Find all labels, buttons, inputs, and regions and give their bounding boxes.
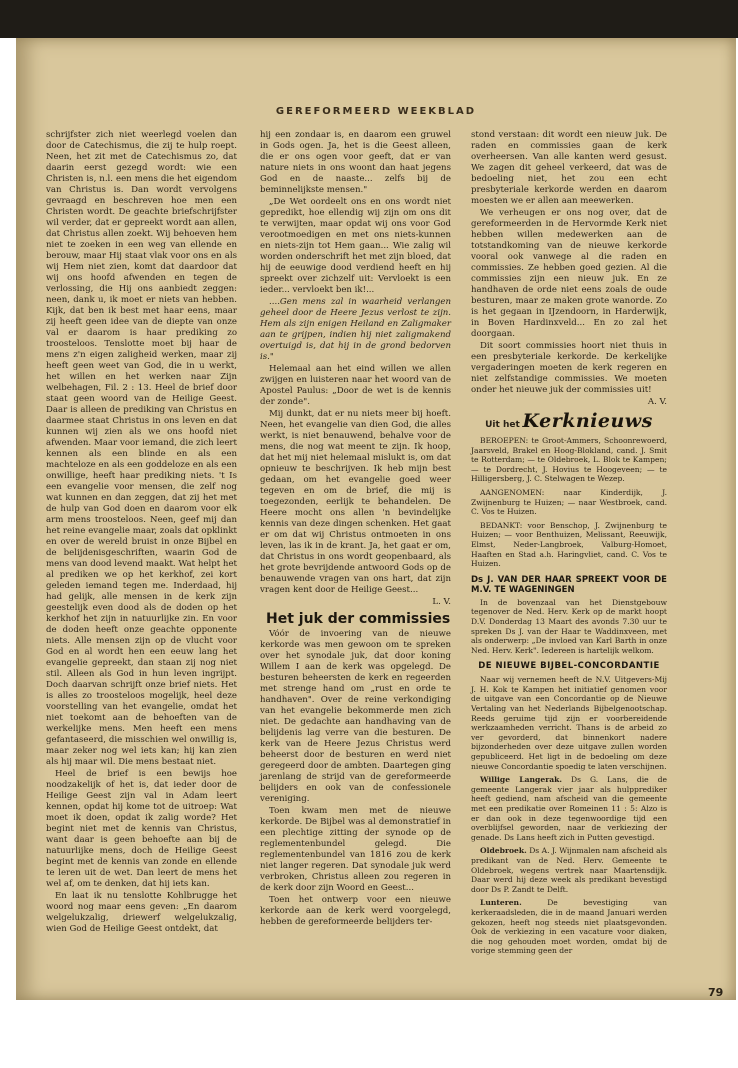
news-text: De bevestiging van kerkeraadsleden, die in de maand Januari werden gekozen, heeft nog steeds niet plaatsgevonden. Ook de verkiezing in een vacature voor diaken, die nog gehouden moet worden, omdat bij de vorige stemming geen der — [471, 898, 667, 956]
news-lead: Lunteren. — [480, 898, 522, 908]
kerknieuws-heading — [471, 410, 667, 432]
news-beroepen: BEROEPEN: te Groot-Ammers, Schoonrewoerd, Jaarsveld, Brakel en Hoog-Blokland, cand. J. Smit te Rotterdam; — te Oldebroek, L. Blok te Kampen; — te Dordrecht, J. Hovius te Hoogeveen; — te Hilligersberg, J. C. Stelwagen te Wezep. — [471, 436, 667, 484]
column-2 — [260, 130, 451, 929]
paragraph: Naar wij vernemen heeft de N.V. Uitgevers-Mij J. H. Kok te Kampen het initiatief genomen voor de uitgave van een Concordantie op de Nieuwe Vertaling van het Nederlands Bijbelgenootschap. Reeds geruime tijd zijn er voorbereidende werkzaamheden verricht. Thans is de arbeid zo ver gevorderd, dat binnenkort nadere bijzonderheden over deze uitgave zullen worden gepubliceerd. Het ligt in de bedoeling om deze nieuwe Concordantie spoedig te laten verschijnen. — [471, 675, 667, 771]
speech-notice — [471, 598, 667, 656]
news-text: Ds G. Lans, die de gemeente Langerak vier jaar als hulpprediker heeft gediend, nam afscheid van die gemeente met een predikatie over Romeinen 11 : 5: Alzo is er dan ook in deze tegenwoordige tijd een overblijfsel geworden, naar de verkiezing der genade. Ds Lans heeft zich in Putten gevestigd. — [471, 775, 667, 842]
speech-heading: Ds J. VAN DER HAAR SPREEKT VOOR DE M.V. TE WAGENINGEN — [471, 574, 667, 595]
paragraph: Dit soort commissies hoort niet thuis in een presbyteriale kerkorde. De kerkelijke vergaderingen moeten de kerk regeren en niet zelfstandige commissies. We moeten onder het nieuwe juk der commissies uit! — [471, 341, 667, 395]
author-signature: A. V. — [647, 397, 667, 407]
paragraph: Toen kwam men met de nieuwe kerkorde. De Bijbel was al demonstratief in een plechtige zitting der synode op de reglementenbundel gelegd. Die reglementenbundel van 1816 zou de kerk niet langer regeren. Dat synodale juk werd verbroken, Christus alleen zou regeren in de kerk door zijn Woord en Geest... — [260, 806, 451, 893]
news-item — [471, 898, 667, 956]
news-item — [471, 846, 667, 894]
bible-heading: DE NIEUWE BIJBEL-CONCORDANTIE — [478, 661, 660, 672]
author-signature: L. V. — [432, 597, 451, 607]
kerknieuws-title: Kerknieuws — [522, 410, 653, 432]
news-item — [471, 775, 667, 842]
paragraph: Heel de brief is een bewijs hoe noodzakelijk of het is, dat ieder door de Heilige Geest zijn val in Adam leert kennen, opdat hij kome tot de uitroep: Wat moet ik doen, opdat ik zalig worde? Het begint niet met de kennis van Christus, want daar is geen behoefte aan bij de natuurlijke mens, doch de Heilige Geest begint met de kennis van zonde en ellende te leren uit de wet. Dan leert de mens het wel af, om te denken, dat hij iets kan. — [46, 769, 237, 889]
news-lead: Oldebroek. — [480, 846, 527, 856]
page-number: 79 — [708, 986, 724, 999]
news-text: Ds A. J. Wijnmalen nam afscheid als predikant van de Ned. Herv. Gemeente te Oldebroek, wegens vertrek naar Maartensdijk. Daar werd hij deze week als predikant bevestigd door Ds P. Zandt te Delft. — [471, 846, 667, 894]
scan-border — [0, 0, 738, 38]
news-bedankt: BEDANKT: voor Benschop, J. Zwijnenburg te Huizen; — voor Benthuizen, Melissant, Reeuwijk, Elmst, Neder-Langbroek, Valburg-Homoet, Haaften en Stad a.h. Haringvliet, cand. C. Vos te Huizen. — [471, 520, 667, 569]
column-1 — [46, 130, 237, 936]
article-title: Het juk der commissies — [266, 611, 451, 627]
paragraph: En laat ik nu tenslotte Kohlbrugge het woord nog maar eens geven: „En daarom welgelukzalig, driewerf welgelukzalig, wien God de Heilige Geest ontdekt, dat — [46, 891, 237, 934]
paragraph: „De Wet oordeelt ons en ons wordt niet gepredikt, hoe ellendig wij zijn om ons dit te verwijten, maar opdat wij ons voor God verootmoedigen en met ons niets-kunnen en niets-zijn tot Hem gaan... Wie zalig wil worden onderschrift het met zijn bloed, dat hij de eeuwige dood verdiend heeft en hij spreekt over zichzelf uit: Vervloekt is een ieder... vervloekt ben ik!... — [260, 197, 451, 295]
newspaper-page — [16, 38, 736, 1000]
paragraph: Toen het ontwerp voor een nieuwe kerkorde aan de kerk werd voorgelegd, hebben de gereformeerde belijders ter- — [260, 895, 451, 927]
news-lead: Willige Langerak. — [480, 775, 563, 785]
paragraph: schrijfster zich niet weerlegd voelen dan door de Catechismus, die zij te hulp roept. Neen, het zit met de Catechismus zo, dat daarin eerst gezegd wordt: wie een Christen is, n.l. een mens die het eigendom van Christus is. Dan wordt vervolgens gevraagd en beschreven hoe men een Christen wordt. De geachte briefschrijfster wil verder, dat er gepreekt wordt aan allen, dat Christus allen zoekt. Wij behoeven hem niet te zoeken in een weg van ellende en berouw, maar Hij staat vlak voor ons en als wij Hem niet zien, komt dat daardoor dat wij ons hoofd afwenden en tegen de verlossing, die Hij ons aanbiedt zeggen: neen, dank u, ik moet er niets van hebben. Kijk, dat ben ik best met haar eens, maar zij heeft geen idee van de diepte van onze val er daarom is haar prediking zo troosteloos. Tenslotte moet bij haar de mens z'n eigen zaligheid werken, maar zij heeft geen weet van God, die in u werkt, het willen en het werken naar Zijn welbehagen, Fil. 2 : 13. Heel de brief door staat geen woord van de Heilige Geest. Daar is alleen de prediking van Christus en daarmee staat Christus in ons leven en dat kunnen wij zien als we ons hoofd niet afwenden. Maar voor iemand, die zich leert kennen als een blinde en als een machteloze en als een goddeloze en als een onwillige, heeft haar prediking niets. 't Is een evangelie voor mensen, die zelf nog wat kunnen en dan zeggen, dat zij het met de hulp van God doen en daarom voor elk arm mens troosteloos. Neen, geef mij dan het reine evangelie maar, zoals dat opklinkt en over de wereld bruist in onze Bijbel en de belijdenisgeschriften, waarin God de mens van dood levend maakt. Wat helpt het al prediken we op het kerkhof, zei kort geleden iemand tegen me. Inderdaad, hij had gelijk, alle mensen in de kerk zijn geestelijk even dood als de doden op het kerkhof het zijn in natuurlijke zin. En voor de doden heeft onze geachte opponente niets. Alle mensen zijn op de vlucht voor God en al wordt hen een eeuw lang het evangelie gepreekt, dan staan zij nog niet stil. Alleen als God in hun leven ingrijpt. Doch daarvan schrijft onze brief niets. Het is alles zo troosteloos mogelijk, heel deze voorstelling van het evangelie, omdat het niet toekomt aan de behoeften van de werkelijke mens. Men heeft een mens gefantaseerd, die misschien wel onwillig is, maar zeker nog wel iets kan; hij kan zien als hij maar wil. Die mens bestaat niet. — [46, 130, 237, 767]
paragraph: In de bovenzaal van het Dienstgebouw tegenover de Ned. Herv. Kerk op de markt hoopt D.V. Donderdag 13 Maart des avonds 7.30 uur te spreken Ds J. van der Haar te Waddinxveen, met als onderwerp: „De invloed van Karl Barth in onze Ned. Herv. Kerk". Iedereen is hartelijk welkom. — [471, 597, 667, 655]
bible-notice — [471, 675, 667, 956]
news-aangenomen: AANGENOMEN: naar Kinderdijk, J. Zwijnenburg te Huizen; — naar Westbroek, cand. C. Vos te Huizen. — [471, 487, 667, 517]
paragraph: stond verstaan: dit wordt een nieuw juk. De raden en commissies gaan de kerk overheersen. Van alle kanten werd gesust. We zagen dit geheel verkeerd, dat was de bedoeling niet, het zou een echt presbyteriale kerkorde werden en daarom moesten we er allen aan meewerken. — [471, 130, 667, 206]
kerknieuws-prefix: Uit het — [485, 420, 520, 430]
quote-paragraph: ....Gen mens zal in waarheid verlangen geheel door de Heere Jezus verlost te zijn. Hem als zijn enigen Heiland en Zaligmaker aan te grijpen, indien hij niet zaligmakend overtuigd is, dat hij in de grond bedorven is." — [260, 297, 451, 362]
paragraph: Vóór de invoering van de nieuwe kerkorde was men gewoon om te spreken over het synodale juk, dat door koning Willem I aan de kerk was opgelegd. De besturen beheersten de kerk en regeerden met strenge hand om „rust en orde te handhaven". Over de reine verkondiging van het evangelie bekommerde men zich niet. De gedachte aan handhaving van de belijdenis lag verre van die besturen. De kerk van de Heere Jezus Christus werd beheerst door de besturen en werd niet geregeerd door de ambten. Daartegen ging jarenlang de strijd van de gereformeerde belijders en ook van de confessionele vereniging. — [260, 629, 451, 804]
kerknieuws-list — [471, 436, 667, 569]
paragraph: Helemaal aan het eind willen we allen zwijgen en luisteren naar het woord van de Apostel Paulus: „Door de wet is de kennis der zonde". — [260, 364, 451, 407]
paragraph: Mij dunkt, dat er nu niets meer bij hoeft. Neen, het evangelie van dien God, die alles werkt, is niet benauwend, behalve voor de mens, die nog wat meent te zijn. Ik hoop, dat het mij niet helemaal mislukt is, om dat opnieuw te beschrijven. Ik heb mijn best gedaan, om het evangelie goed weer tegeven en om de brief, die mij is toegezonden, eerlijk te behandelen. De Heere mocht ons allen 'n bevindelijke kennis van deze dingen schenken. Het gaat er om dat wij Christus ontmoeten in ons leven, las ik in de krant. Ja, het gaat er om, dat Christus in ons wordt geopenbaard, als het grote bevrijdende antwoord Gods op de benauwende vragen van ons hart, dat zijn vragen kent door de Heilige Geest... — [260, 409, 451, 595]
page-header: GEREFORMEERD WEEKBLAD — [275, 106, 477, 117]
column-3 — [471, 130, 667, 960]
paragraph: hij een zondaar is, en daarom een gruwel in Gods ogen. Ja, het is die Geest alleen, die er ons ogen voor geeft, dat er van nature niets in ons woont dan haat jegens God en de naaste... zelfs bij de beminnelijkste mensen." — [260, 130, 451, 195]
paragraph: We verheugen er ons nog over, dat de gereformeerden in de Hervormde Kerk niet hebben willen medewerken aan de totstandkoming van de nieuwe kerkorde vooral ook vanwege al die raden en commissies. Ze hebben goed gezien. Al die commissies zijn een nieuw juk. En ze handhaven de orde niet eens zoals de oude besturen, maar ze maken grote wanorde. Zo is het gegaan in IJzendoorn, in Harderwijk, in Boven Hardinxveld... En zo zal het doorgaan. — [471, 208, 667, 339]
